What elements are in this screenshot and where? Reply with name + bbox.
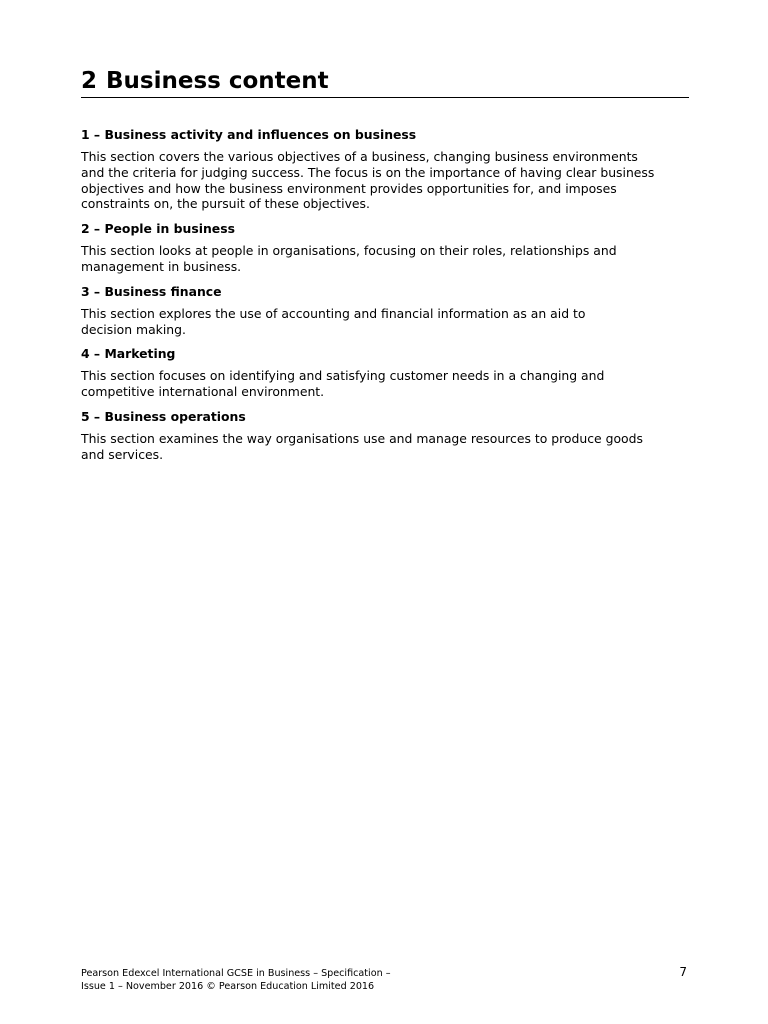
section-heading: 2 – People in business — [81, 221, 235, 237]
section-people-in-business — [81, 221, 691, 275]
section-business-finance — [81, 284, 691, 338]
section-body: This section covers the various objectives of a business, changing business environments and the criteria for judging success. The focus is on the importance of having clear business objectives and how the business environment provides opportunities for, and imposes constraints on, the pursuit of these objectives. — [81, 149, 655, 212]
section-marketing — [81, 346, 691, 400]
section-heading: 5 – Business operations — [81, 408, 246, 424]
section-list — [81, 127, 691, 472]
chapter-number: 2 — [81, 68, 98, 94]
section-body: This section focuses on identifying and satisfying customer needs in a changing and competitive international environment. — [81, 368, 605, 400]
page-number: 7 — [679, 965, 687, 979]
footer-line-2: Issue 1 – November 2016 © Pearson Education Limited 2016 — [81, 981, 375, 992]
footer-line-1: Pearson Edexcel International GCSE in Business – Specification – — [81, 968, 391, 979]
page-title: Business content — [106, 68, 329, 94]
section-business-operations — [81, 409, 691, 463]
section-body: This section looks at people in organisations, focusing on their roles, relationships and management in business. — [81, 243, 617, 274]
section-heading: 3 – Business finance — [81, 283, 222, 299]
section-business-activity — [81, 127, 691, 212]
section-heading: 4 – Marketing — [81, 346, 176, 362]
section-body: This section examines the way organisations use and manage resources to produce goods and services. — [81, 430, 643, 462]
section-heading: 1 – Business activity and influences on business — [81, 127, 417, 142]
page-footer — [81, 967, 689, 993]
section-body: This section explores the use of accounting and financial information as an aid to decision making. — [81, 305, 586, 337]
page-heading — [81, 66, 689, 98]
